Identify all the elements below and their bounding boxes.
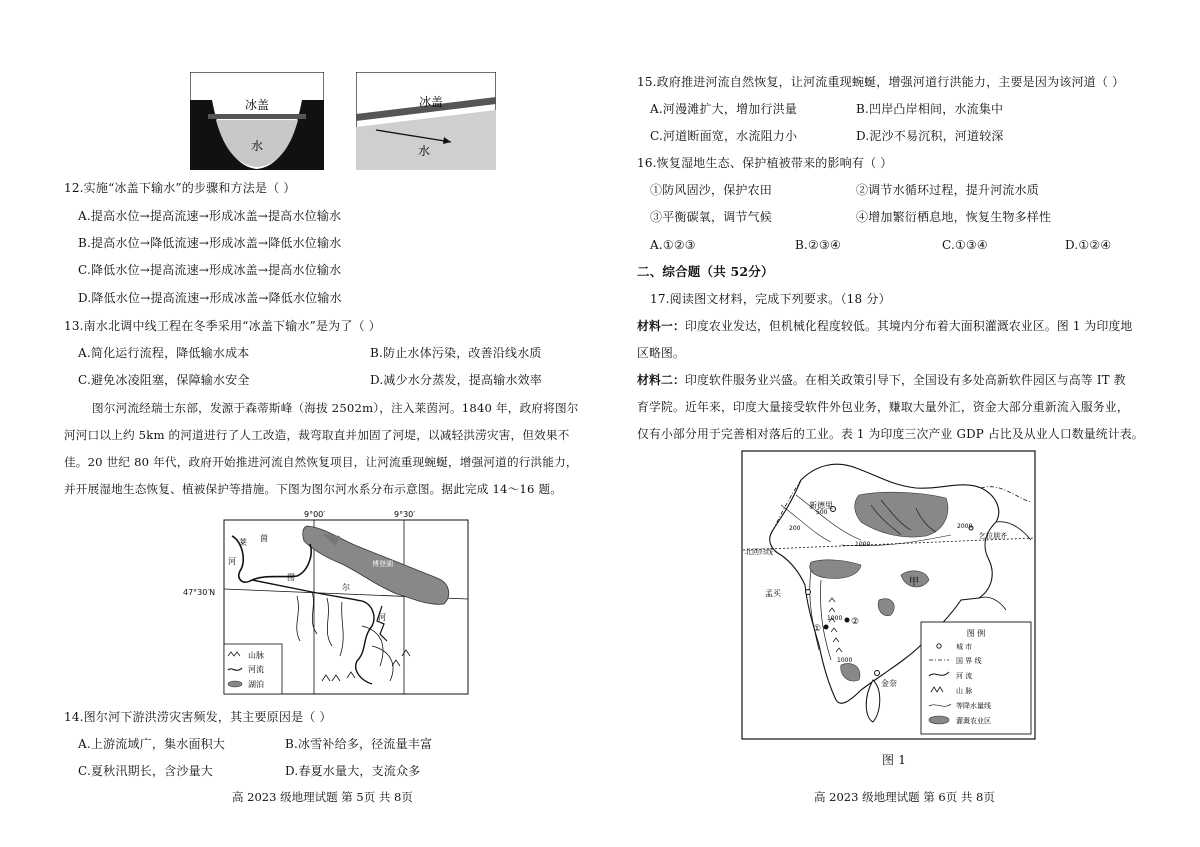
legend-city: 城 市 xyxy=(956,643,973,651)
ice-cover-figure-1 xyxy=(190,72,324,170)
legend-irrigated-area: 灌溉农业区 xyxy=(956,717,991,725)
q16-option-d: D.①②④ xyxy=(1065,238,1112,252)
material-1-label: 材料一： xyxy=(637,319,685,333)
q15-option-c: C.河道断面宽，水流阻力小 xyxy=(650,129,798,143)
legend-mountain: 山脉 xyxy=(248,651,264,660)
thur-label: 尔 xyxy=(342,583,350,592)
material-2-line-1: 印度软件服务业兴盛。在相关政策引导下，全国设有多处高新软件园区与高等 IT 教 xyxy=(685,373,1126,387)
q16-option-c: C.①③④ xyxy=(942,238,988,252)
longitude-label-2: 9°30′ xyxy=(394,510,416,519)
city-mumbai: 孟买 xyxy=(765,589,781,598)
legend-river: 河流 xyxy=(248,665,264,674)
q16-option-b: B.②③④ xyxy=(795,238,841,252)
material-1-line-1: 印度农业发达，但机械化程度较低。其境内分布着大面积灌溉农业区。图 1 为印度地 xyxy=(685,319,1133,333)
q16-option-a: A.①②③ xyxy=(650,238,696,252)
isohyet-label: 1000 xyxy=(855,541,871,548)
question-12-stem: 12.实施“冰盖下输水”的步骤和方法是（ ） xyxy=(64,181,296,195)
isohyet-label: 1000 xyxy=(827,615,843,622)
thur-label: 图 xyxy=(287,573,295,582)
passage-line-4: 并开展湿地生态恢复、植被保护等措施。下图为图尔河水系分布示意图。据此完成 14～16 题。 xyxy=(64,482,563,496)
latitude-label: 47°30′N xyxy=(183,588,216,597)
region-jia: 甲 xyxy=(909,577,919,588)
point-1: ① xyxy=(813,624,822,634)
q14-option-c: C.夏秋汛期长，含沙量大 xyxy=(78,764,213,778)
q13-option-a: A.简化运行流程，降低输水成本 xyxy=(78,346,250,360)
question-15-stem: 15.政府推进河流自然恢复，让河流重现蜿蜒，增强河道行洪能力，主要是因为该河道（ ） xyxy=(637,75,1125,89)
isohyet-label: 1000 xyxy=(837,657,853,664)
thur-river-map xyxy=(222,506,472,696)
rhine-label: 河 xyxy=(228,557,236,566)
legend-mountain: 山 脉 xyxy=(956,687,973,695)
water-label: 水 xyxy=(250,139,264,153)
isohyet-label: 500 xyxy=(816,509,828,516)
q13-option-d: D.减少水分蒸发，提高输水效率 xyxy=(370,373,543,387)
longitude-label-1: 9°00′ xyxy=(304,510,326,519)
q14-option-d: D.春夏水量大，支流众多 xyxy=(285,764,421,778)
q12-option-a: A.提高水位→提高流速→形成冰盖→提高水位输水 xyxy=(78,209,342,223)
q15-option-d: D.泥沙不易沉积，河道较深 xyxy=(856,129,1004,143)
q12-option-b: B.提高水位→降低流速→形成冰盖→降低水位输水 xyxy=(78,236,342,250)
tropic-label: 北回归线 xyxy=(745,548,773,556)
rhine-label: 莱 xyxy=(239,538,247,547)
city-new-delhi: 新德里 xyxy=(809,501,833,510)
water-label: 水 xyxy=(417,144,431,158)
q15-option-a: A.河漫滩扩大，增加行洪量 xyxy=(650,102,798,116)
isohyet-label: 200 xyxy=(789,525,801,532)
city-cherrapunji: 乞拉朋齐 xyxy=(979,532,1007,540)
city-chennai: 金奈 xyxy=(881,679,897,688)
material-2-label: 材料二： xyxy=(637,373,685,387)
question-16-stem: 16.恢复湿地生态、保护植被带来的影响有（ ） xyxy=(637,156,893,170)
legend-isohyet: 等降水量线 xyxy=(956,702,991,710)
material-1-line-2: 区略图。 xyxy=(637,346,685,360)
q12-option-c: C.降低水位→提高流速→形成冰盖→提高水位输水 xyxy=(78,263,342,277)
q16-statement-4: ④增加繁衍栖息地，恢复生物多样性 xyxy=(856,210,1052,224)
figure-caption: 图 1 xyxy=(882,753,907,767)
q16-statement-3: ③平衡碳氧，调节气候 xyxy=(650,210,773,224)
thur-label: 河 xyxy=(378,613,386,622)
question-17-stem: 17.阅读图文材料，完成下列要求。（18 分） xyxy=(650,292,891,306)
q13-option-c: C.避免冰凌阻塞，保障输水安全 xyxy=(78,373,250,387)
passage-line-3: 佳。20 世纪 80 年代，政府开始推进河流自然恢复项目，让河流重现蜿蜒，增强河道的行洪能力， xyxy=(64,455,578,469)
rhine-label: 茵 xyxy=(260,534,268,543)
isohyet-label: 2000 xyxy=(957,523,973,530)
q14-option-b: B.冰雪补给多，径流量丰富 xyxy=(285,737,433,751)
india-map xyxy=(741,450,1036,740)
page-footer-right: 高 2023 级地理试题 第 6页 共 8页 xyxy=(814,790,995,804)
page-footer-left: 高 2023 级地理试题 第 5页 共 8页 xyxy=(232,790,413,804)
q13-option-b: B.防止水体污染，改善沿线水质 xyxy=(370,346,542,360)
ice-label: 冰盖 xyxy=(244,98,270,112)
q12-option-d: D.降低水位→提高流速→形成冰盖→降低水位输水 xyxy=(78,291,342,305)
q16-statement-1: ①防风固沙，保护农田 xyxy=(650,183,773,197)
map-legend-title: 图 例 xyxy=(966,629,986,638)
ice-cover-figure-2 xyxy=(356,72,496,170)
passage-line-1: 图尔河流经瑞士东部，发源于森蒂斯峰（海拔 2502m），注入莱茵河。1840 年，政府将图尔 xyxy=(92,401,579,415)
material-2-line-2: 育学院。近年来，印度大量接受软件外包业务，赚取大量外汇，资金大部分重新流入服务业， xyxy=(637,400,1129,414)
material-2-line-3: 仅有小部分用于完善相对落后的工业。表 1 为印度三次产业 GDP 占比及从业人口数量统计表。 xyxy=(637,427,1144,441)
q16-statement-2: ②调节水循环过程，提升河流水质 xyxy=(856,183,1040,197)
legend-border: 国 界 线 xyxy=(956,657,982,665)
lake-label: 博登湖 xyxy=(372,560,393,568)
point-2: ② xyxy=(851,617,860,627)
legend-lake: 湖泊 xyxy=(248,680,264,689)
ice-label: 冰盖 xyxy=(418,95,444,109)
q14-option-a: A.上游流域广，集水面积大 xyxy=(78,737,226,751)
section-2-heading: 二、综合题（共 52分） xyxy=(637,264,774,279)
question-13-stem: 13.南水北调中线工程在冬季采用“冰盖下输水”是为了（ ） xyxy=(64,319,381,333)
legend-river: 河 流 xyxy=(956,672,973,680)
passage-line-2: 河河口以上约 5km 的河道进行了人工改造，裁弯取直并加固了河堤，以减轻洪涝灾害，但效果不 xyxy=(64,428,570,442)
question-14-stem: 14.图尔河下游洪涝灾害频发，其主要原因是（ ） xyxy=(64,710,332,724)
q15-option-b: B.凹岸凸岸相间，水流集中 xyxy=(856,102,1004,116)
